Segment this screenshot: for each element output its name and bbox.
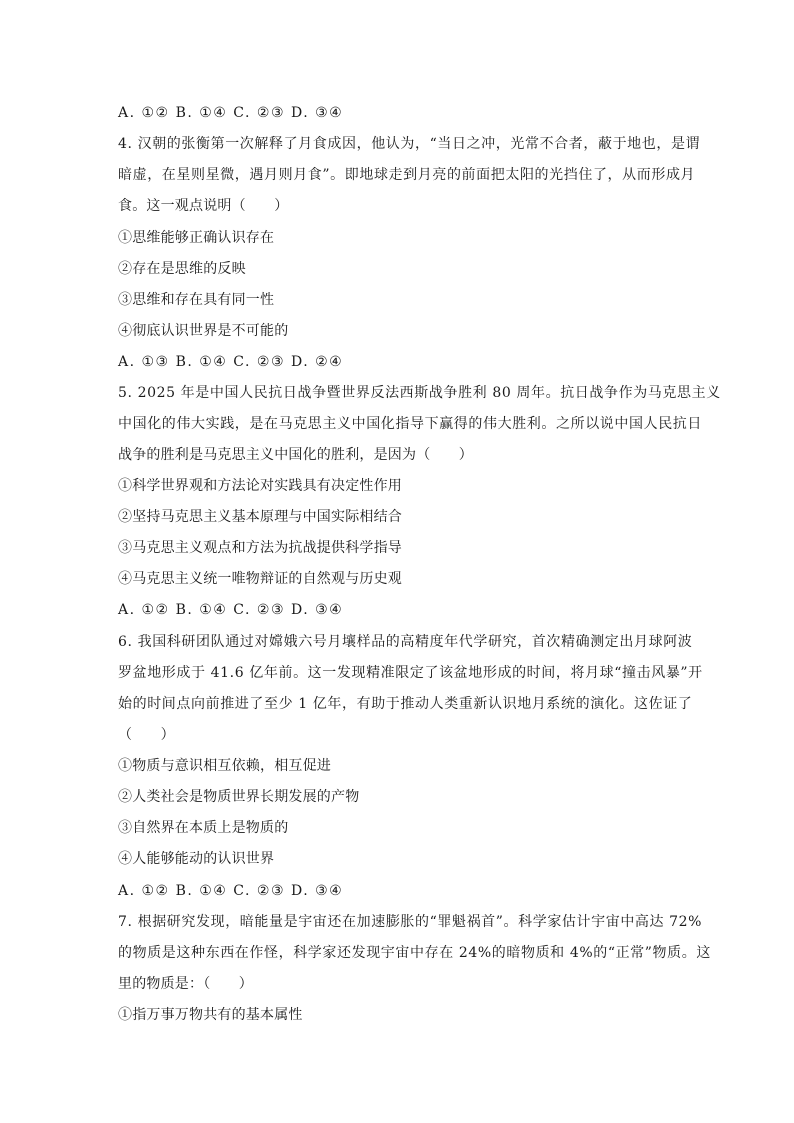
q7-stem-line-1: 7. 根据研究发现，暗能量是宇宙还在加速膨胀的“罪魁祸首”。科学家估计宇宙中高达 72%	[118, 914, 703, 930]
q4-statement-2: ②存在是思维的反映	[118, 261, 246, 277]
q6-statement-1: ①物质与意识相互依赖，相互促进	[118, 758, 331, 774]
q4-options: A. ①③ B. ①④ C. ②③ D. ②④	[118, 354, 344, 370]
q4-stem-line-3: 食。这一观点说明（ ）	[118, 198, 289, 214]
q4-statement-3: ③思维和存在具有同一性	[118, 292, 275, 308]
q5-statement-1: ①科学世界观和方法论对实践具有决定性作用	[118, 478, 402, 494]
q5-statement-3: ③马克思主义观点和方法为抗战提供科学指导	[118, 540, 402, 556]
q7-statement-1: ①指万事万物共有的基本属性	[118, 1007, 303, 1023]
q4-stem-line-2: 暗虚，在星则星微，遇月则月食”。即地球走到月亮的前面把太阳的光挡住了，从而形成月	[118, 167, 696, 183]
q5-stem-line-2: 中国化的伟大实践，是在马克思主义中国化指导下赢得的伟大胜利。之所以说中国人民抗日	[118, 416, 702, 432]
q6-options: A. ①② B. ①④ C. ②③ D. ③④	[118, 883, 344, 899]
q6-stem-line-2: 罗盆地形成于 41.6 亿年前。这一发现精准限定了该盆地形成的时间，将月球“撞击风暴”开	[118, 665, 703, 681]
q4-statement-1: ①思维能够正确认识存在	[118, 230, 275, 246]
q7-stem-line-3: 里的物质是：（ ）	[118, 976, 253, 992]
q6-statement-4: ④人能够能动的认识世界	[118, 851, 275, 867]
q4-stem-line-1: 4. 汉朝的张衡第一次解释了月食成因，他认为，“当日之冲，光常不合者，蔽于地也，是谓	[118, 136, 701, 152]
q4-statement-4: ④彻底认识世界是不可能的	[118, 323, 289, 339]
q5-stem-line-1: 5. 2025 年是中国人民抗日战争暨世界反法西斯战争胜利 80 周年。抗日战争作为马克思主义	[118, 385, 721, 401]
q6-statement-2: ②人类社会是物质世界长期发展的产物	[118, 789, 360, 805]
q7-stem-line-2: 的物质是这种东西在作怪，科学家还发现宇宙中存在 24%的暗物质和 4%的“正常”物质。这	[118, 945, 711, 961]
q6-statement-3: ③自然界在本质上是物质的	[118, 820, 289, 836]
q6-stem-line-4: （ ）	[118, 727, 175, 743]
q6-stem-line-3: 始的时间点向前推进了至少 1 亿年，有助于推动人类重新认识地月系统的演化。这佐证了	[118, 696, 693, 712]
q5-statement-4: ④马克思主义统一唯物辩证的自然观与历史观	[118, 571, 402, 587]
q5-options: A. ①② B. ①④ C. ②③ D. ③④	[118, 602, 344, 618]
q3-options: A. ①② B. ①④ C. ②③ D. ③④	[118, 105, 344, 121]
q5-statement-2: ②坚持马克思主义基本原理与中国实际相结合	[118, 509, 402, 525]
q5-stem-line-3: 战争的胜利是马克思主义中国化的胜利，是因为（ ）	[118, 447, 473, 463]
q6-stem-line-1: 6. 我国科研团队通过对嫦娥六号月壤样品的高精度年代学研究，首次精确测定出月球阿波	[118, 634, 693, 650]
